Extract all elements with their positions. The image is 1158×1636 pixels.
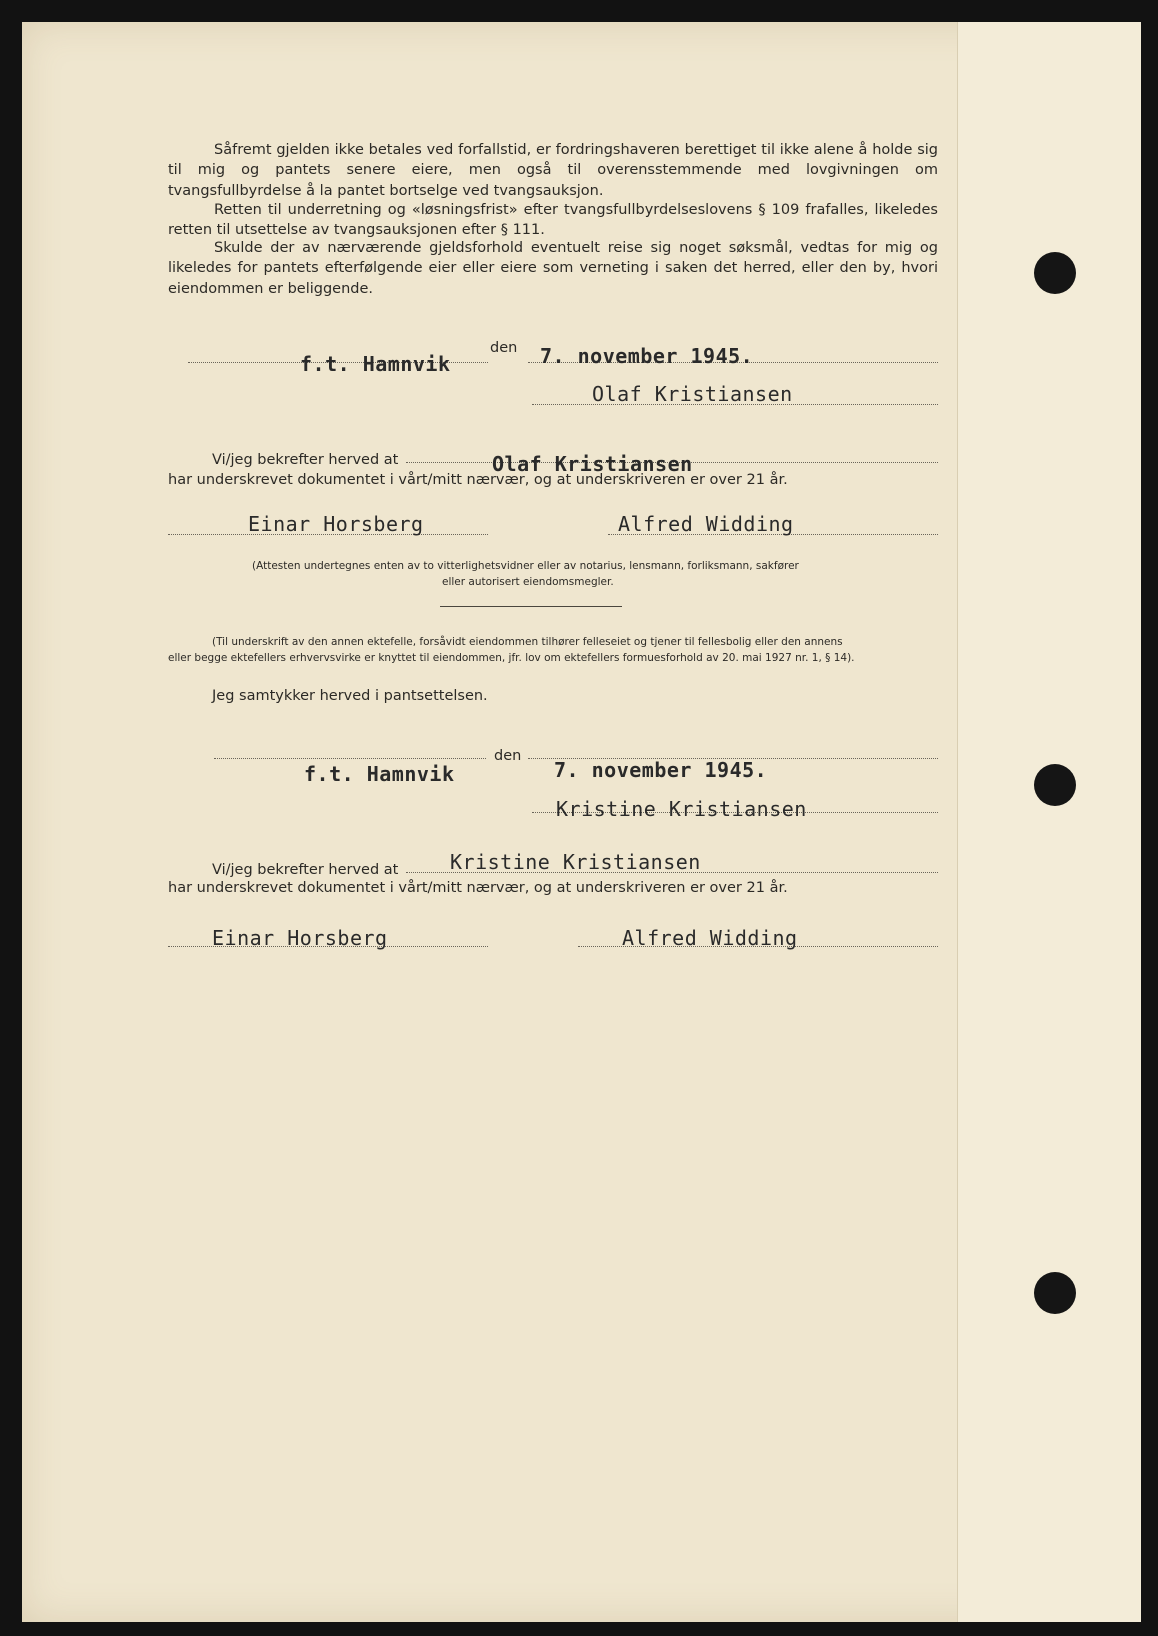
- witness-1-name: Einar Horsberg: [212, 926, 388, 950]
- paragraph-notice: Retten til underretning og «løsningsfrist» efter tvangsfullbyrdelseslovens § 109 frafalles, likeledes retten til utsettelse av tvangsauksjonen efter § 111.: [168, 202, 938, 239]
- spouse-note-cont: eller begge ektefellers erhvervsvirke er knyttet til eiendommen, jfr. lov om ektefellers formuesforhold av 20. mai 1927 nr. 1, § 14).: [168, 652, 855, 664]
- paragraph-venue: Skulde der av nærværende gjeldsforhold eventuelt reise sig noget søksmål, vedtas for mig og likeledes for pantets efterfølgende eier eller eiere som verneting i saken det herred, eller den by, hvori eiendommen er beliggende.: [168, 240, 938, 297]
- punch-hole: [1034, 764, 1076, 806]
- attest-typed-name: Olaf Kristiansen: [492, 452, 693, 476]
- signatory-name: Kristine Kristiansen: [556, 797, 807, 821]
- attest-typed-name: Kristine Kristiansen: [450, 850, 701, 874]
- signature-date: 7. november 1945.: [554, 758, 768, 782]
- attest-line-1: Vi/jeg bekrefter herved at: [212, 452, 399, 468]
- consent-text: Jeg samtykker herved i pantsettelsen.: [212, 688, 488, 704]
- witness-1-name: Einar Horsberg: [248, 512, 424, 536]
- punch-hole: [1034, 1272, 1076, 1314]
- signatory-name: Olaf Kristiansen: [592, 382, 793, 406]
- signature-date: 7. november 1945.: [540, 344, 754, 368]
- attest-line-2: har underskrevet dokumentet i vårt/mitt nærvær, og at underskriveren er over 21 år.: [168, 880, 788, 896]
- signature-place: f.t. Hamnvik: [300, 352, 451, 376]
- attest-note-cont: eller autorisert eiendomsmegler.: [442, 576, 614, 588]
- paragraph-default: Såfremt gjelden ikke betales ved forfallstid, er fordringshaveren berettiget til ikke alene å holde sig til mig og pantets senere eiere, men også til overensstemmende med lovgivningen om tvangsfullbyrdelse å la pantet bortselge ved tvangsauksjon.: [168, 142, 938, 199]
- spouse-note: (Til underskrift av den annen ektefelle, forsåvidt eiendommen tilhører felleseiet og tjener til fellesbolig eller den annens: [212, 636, 843, 648]
- place-line: [214, 758, 486, 759]
- witness-2-name: Alfred Widding: [618, 512, 794, 536]
- attest-line-2: har underskrevet dokumentet i vårt/mitt nærvær, og at underskriveren er over 21 år.: [168, 472, 788, 488]
- witness-2-name: Alfred Widding: [622, 926, 798, 950]
- den-label: den: [494, 748, 522, 764]
- signature-place: f.t. Hamnvik: [304, 762, 455, 786]
- document-page: [22, 22, 1140, 1622]
- den-label: den: [490, 340, 518, 356]
- attest-line-1: Vi/jeg bekrefter herved at: [212, 862, 399, 878]
- attest-note: (Attesten undertegnes enten av to vitterlighetsvidner eller av notarius, lensmann, forliksmann, sakfører: [252, 560, 799, 572]
- divider: [440, 606, 622, 607]
- punch-hole: [1034, 252, 1076, 294]
